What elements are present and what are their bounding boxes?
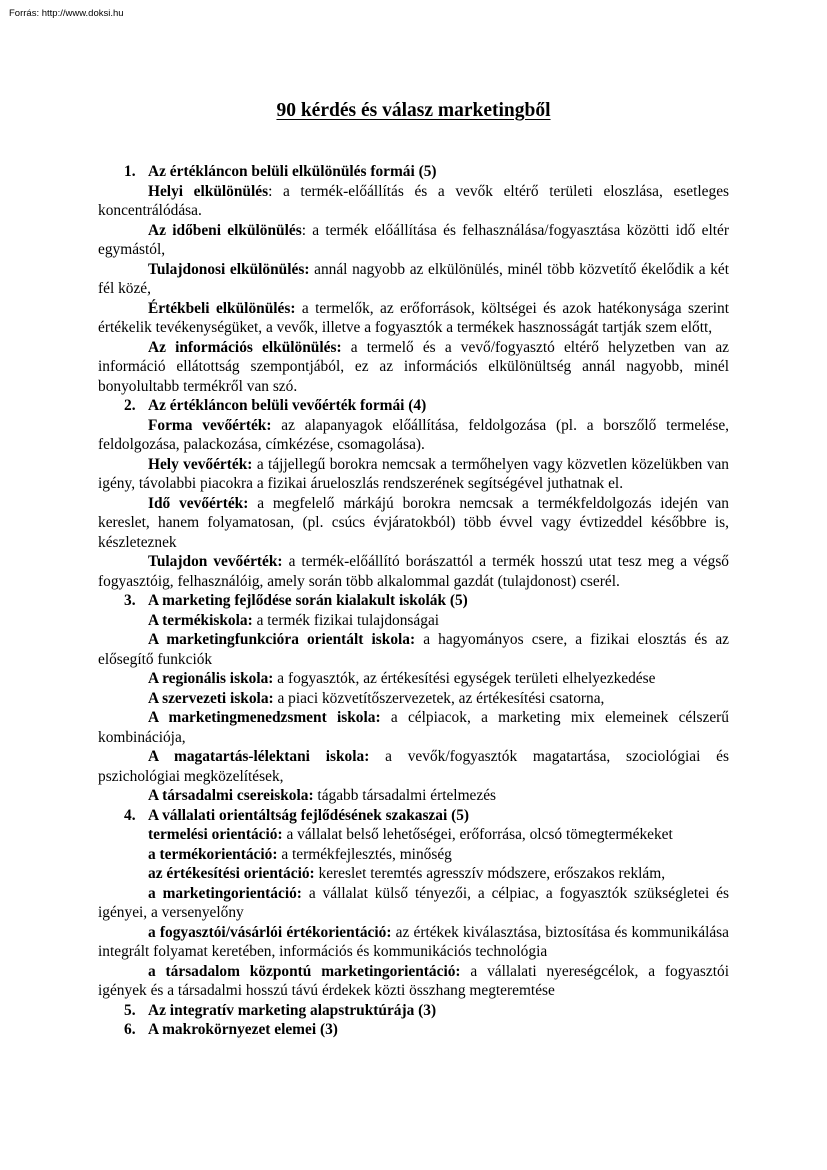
answer-item: Az időbeni elkülönülés: a termék előállítása és felhasználása/fogyasztása közötti idő eltér egymástól, [98, 221, 729, 258]
answer-item: Tulajdon vevőérték: a termék-előállító borászattól a termék hosszú utat tesz meg a végső fogyasztóig, felhasználóig, amely során több alkalommal gazdát (tulajdonost) cserél. [98, 553, 730, 590]
answer-item: a marketingorientáció: a vállalat külső tényezői, a célpiac, a fogyasztók szükségletei és igényei, a versenyelőny [98, 884, 729, 921]
question-heading: 5. Az integratív marketing alapstruktúrája (3) [124, 1001, 437, 1019]
answer-item: A termékiskola: a termék fizikai tulajdonságai [148, 611, 440, 629]
answer-item: Az információs elkülönülés: a termelő és a vevő/fogyasztó eltérő helyzetben van az információ ellátottság szempontjából, ez az információs elkülönültség annál nagyobb, minél bonyolultabb termékről van szó. [98, 338, 729, 395]
answer-item: a fogyasztói/vásárlói értékorientáció: az értékek kiválasztása, biztosítása és kommunikálása integrált folyamat keretében, információs és kommunikációs technológia [98, 923, 729, 960]
answer-item: a társadalom központú marketingorientáció: a vállalati nyereségcélok, a fogyasztói igények és a társadalmi hosszú távú érdekek közti összhang megteremtése [98, 962, 729, 999]
page-title: 90 kérdés és válasz marketingből [276, 100, 551, 121]
answer-item: Idő vevőérték: a megfelelő márkájú borokra nemcsak a termékfeldolgozás idején van kereslet, hanem folyamatosan, (pl. csúcs évjáratokból) több évvel vagy évtizeddel későbbre is, készleteznek [98, 494, 729, 551]
question-heading: 1. Az értékláncon belüli elkülönülés formái (5) [124, 163, 437, 180]
answer-item: Tulajdonosi elkülönülés: annál nagyobb az elkülönülés, minél több közvetítő ékelődik a két fél közé, [98, 260, 729, 297]
document-body [98, 162, 729, 1040]
answer-item: A szervezeti iskola: a piaci közvetítőszervezetek, az értékesítési csatorna, [148, 689, 605, 707]
answer-item: A marketingfunkcióra orientált iskola: a hagyományos csere, a fizikai elosztás és az elősegítő funkciók [98, 631, 729, 668]
answer-item: termelési orientáció: a vállalat belső lehetőségei, erőforrása, olcsó tömegtermékeket [148, 826, 673, 843]
question-heading: 2. Az értékláncon belüli vevőérték formái (4) [124, 397, 427, 414]
answer-item: A társadalmi csereiskola: tágabb társadalmi értelmezés [148, 787, 497, 804]
answer-item: a termékorientáció: a termékfejlesztés, minőség [148, 845, 452, 863]
answer-item: A magatartás-lélektani iskola: a vevők/fogyasztók magatartása, szociológiai és pszichológiai megközelítések, [98, 748, 729, 785]
question-heading: 6. A makrokörnyezet elemei (3) [124, 1021, 338, 1038]
answer-item: Helyi elkülönülés: a termék-előállítás és a vevők eltérő területi eloszlása, esetleges koncentrálódása. [98, 182, 730, 219]
answer-item: A marketingmenedzsment iskola: a célpiacok, a marketing mix elemeinek célszerű kombinációja, [98, 709, 729, 746]
question-heading: 3. A marketing fejlődése során kialakult iskolák (5) [124, 592, 468, 609]
answer-item: A regionális iskola: a fogyasztók, az értékesítési egységek területi elhelyezkedése [148, 670, 656, 687]
source-note: Forrás: http://www.doksi.hu [9, 8, 124, 19]
answer-item: Forma vevőérték: az alapanyagok előállítása, feldolgozása (pl. a borszőlő termelése, feldolgozása, palackozása, címkézése, csomagolása). [98, 416, 729, 453]
answer-item: Hely vevőérték: a tájjellegű borokra nemcsak a termőhelyen vagy közvetlen közelükben van igény, távolabbi piacokra a fizikai árueloszlás rendszerének segítségével juthatnak el. [98, 455, 729, 492]
question-heading: 4. A vállalati orientáltság fejlődésének szakaszai (5) [124, 806, 470, 824]
answer-item: az értékesítési orientáció: kereslet teremtés agresszív módszere, erőszakos reklám, [148, 865, 666, 882]
answer-item: Értékbeli elkülönülés: a termelők, az erőforrások, költségei és azok hatékonysága szerint értékelik tevékenységüket, a vevők, illetve a fogyasztók a termékek hasznosságát tartják szem előtt, [98, 299, 729, 336]
